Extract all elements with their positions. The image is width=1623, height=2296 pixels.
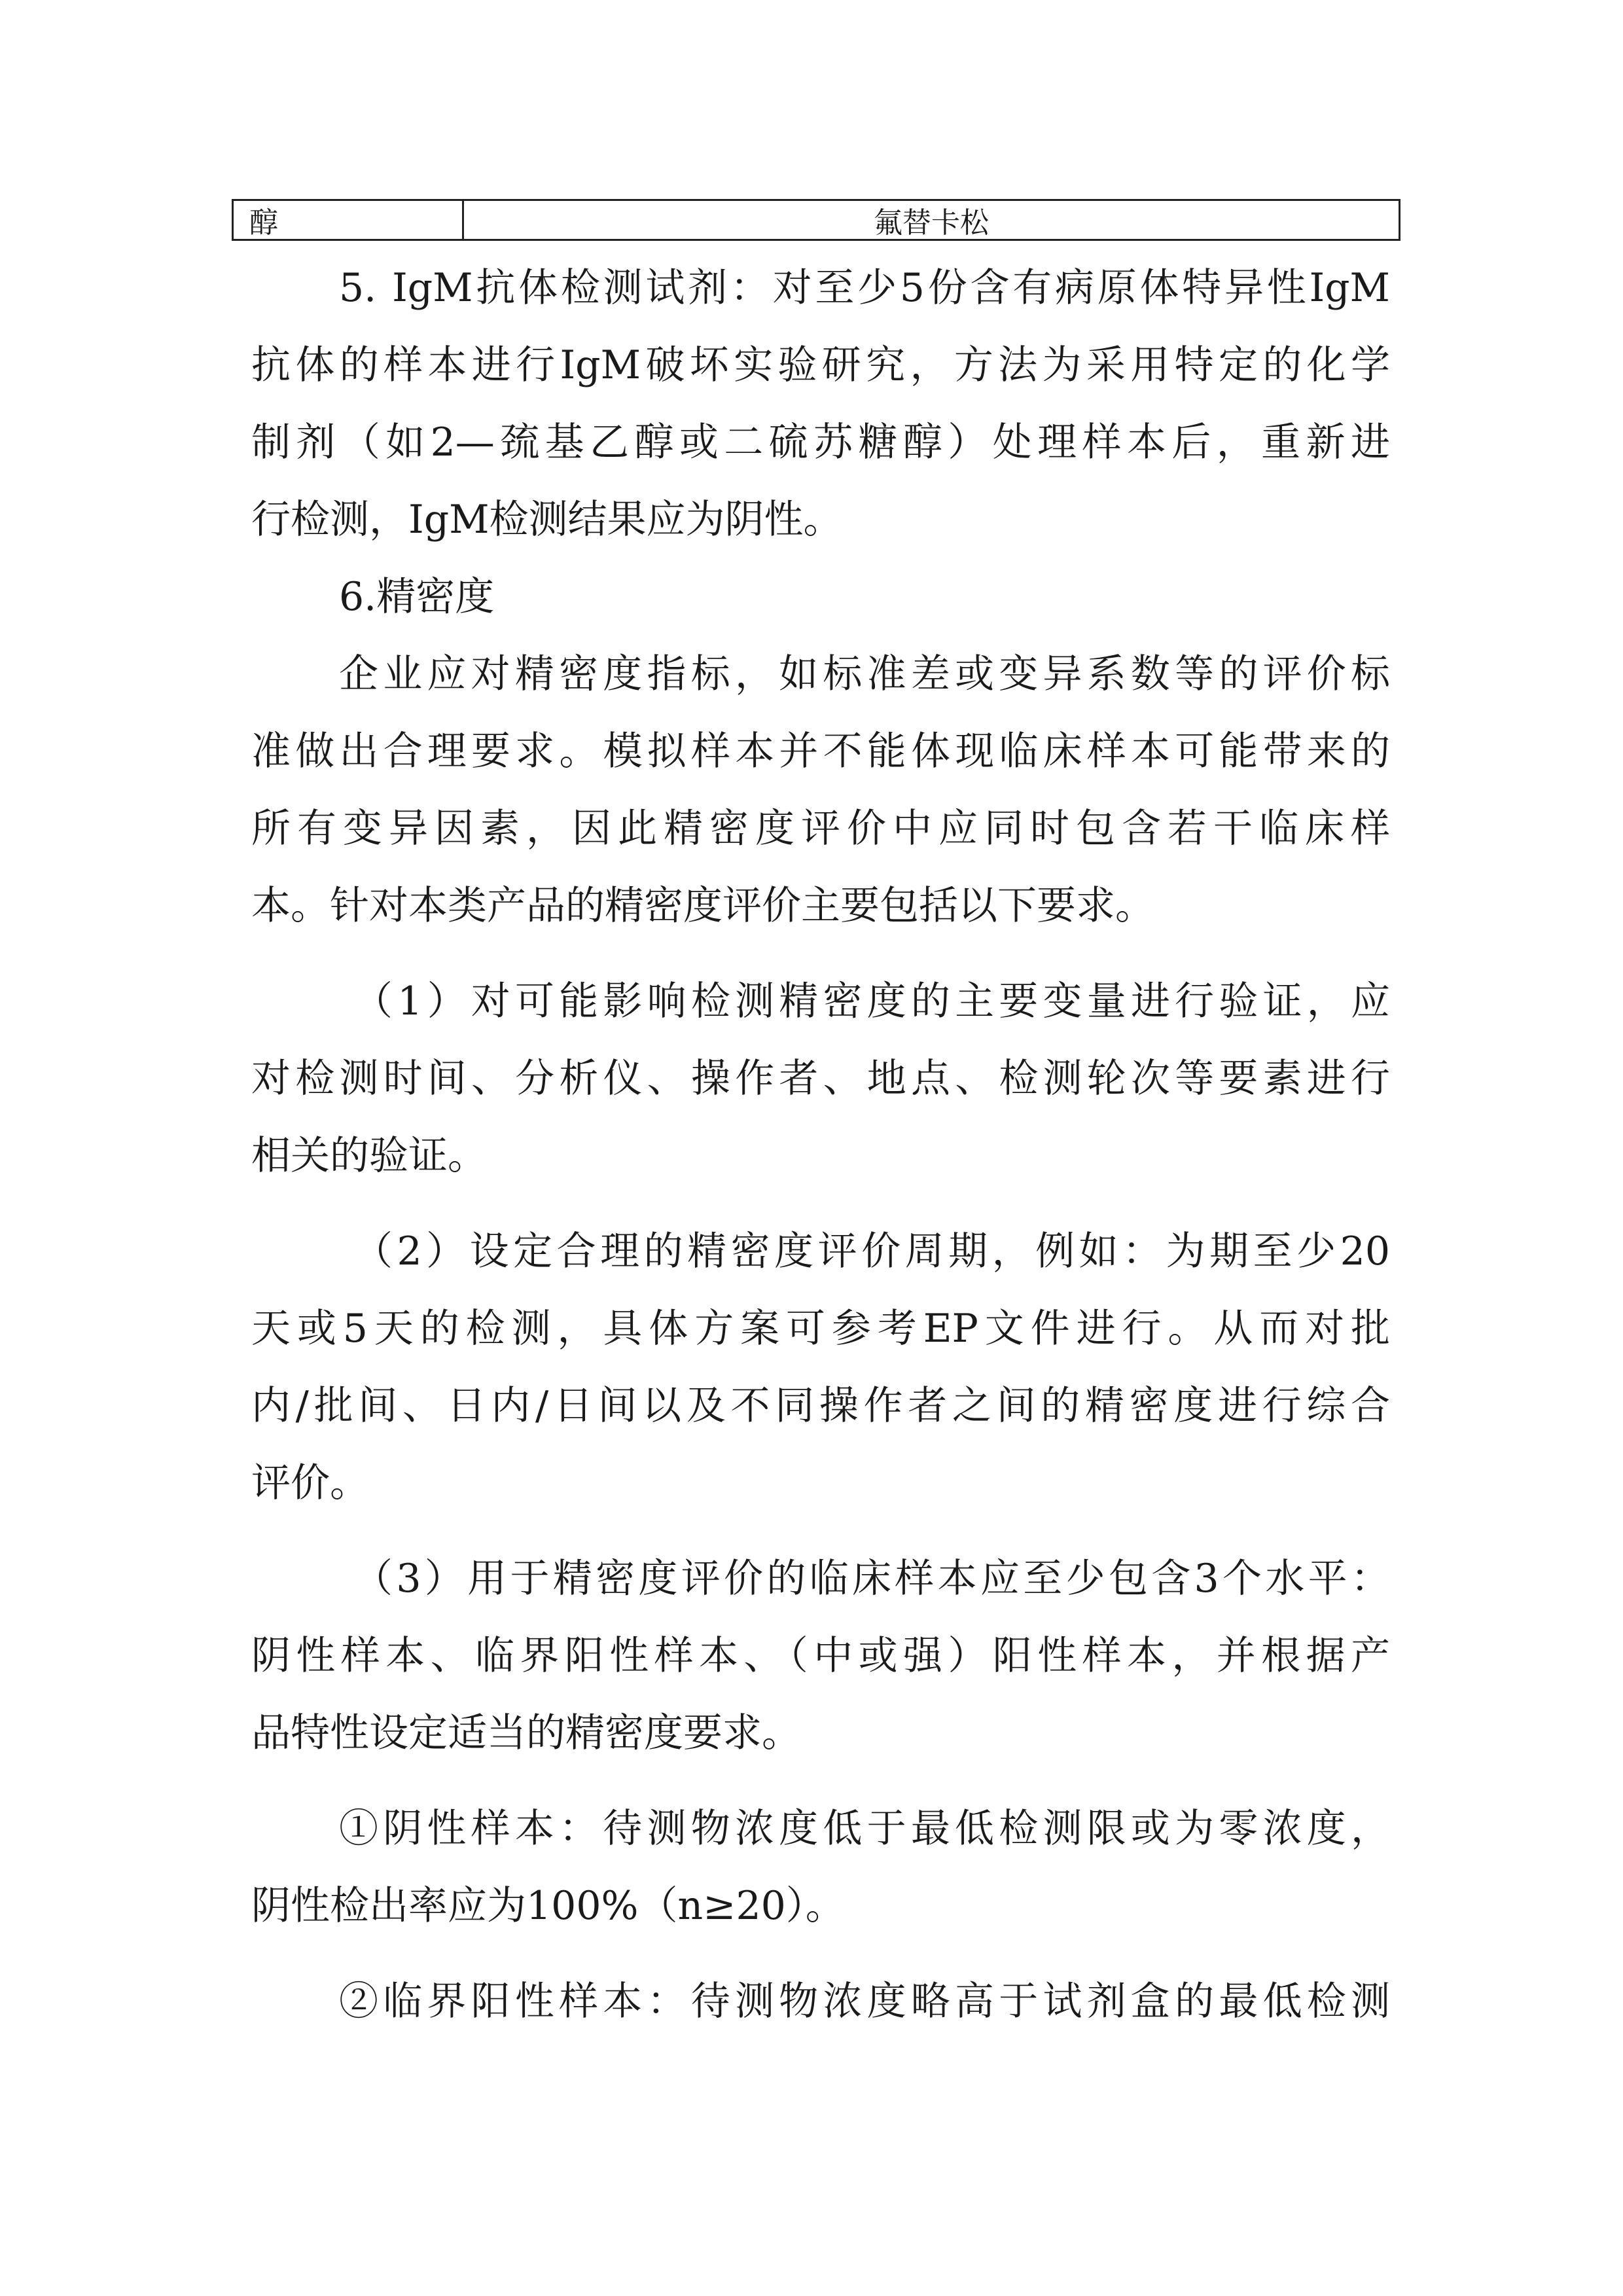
paragraph-line: 阴性样本、临界阳性样本、（中或强）阳性样本，并根据产 [251, 1633, 1390, 1679]
paragraph-line: ①阴性样本：待测物浓度低于最低检测限或为零浓度， [339, 1806, 1390, 1852]
paragraph-line: 准做出合理要求。模拟样本并不能体现临床样本可能带来的 [251, 728, 1390, 774]
paragraph-line: 所有变异因素，因此精密度评价中应同时包含若干临床样 [251, 806, 1390, 852]
paragraph-line: 5. IgM抗体检测试剂：对至少5份含有病原体特异性IgM [339, 265, 1390, 311]
paragraph-line: 对检测时间、分析仪、操作者、地点、检测轮次等要素进行 [251, 1056, 1390, 1102]
table-cell-left: 醇 [234, 201, 464, 239]
paragraph-line: 企业应对精密度指标，如标准差或变异系数等的评价标 [339, 651, 1390, 697]
paragraph-line: （1）对可能影响检测精密度的主要变量进行验证，应 [353, 978, 1390, 1024]
table-cell-right: 氟替卡松 [874, 206, 989, 240]
paragraph-line: 阴性检出率应为100%（n≥20）。 [251, 1883, 845, 1929]
paragraph-line: 内/批间、日内/日间以及不同操作者之间的精密度进行综合 [251, 1383, 1390, 1429]
paragraph-line: ②临界阳性样本：待测物浓度略高于试剂盒的最低检测 [339, 1979, 1390, 2024]
paragraph-line: （2）设定合理的精密度评价周期，例如：为期至少20 [353, 1229, 1390, 1274]
paragraph-line: 制剂（如2—巯基乙醇或二硫苏糖醇）处理样本后，重新进 [251, 420, 1390, 465]
paragraph-line: 相关的验证。 [251, 1133, 487, 1179]
paragraph-line: 本。针对本类产品的精密度评价主要包括以下要求。 [251, 883, 1154, 929]
paragraph-line: 天或5天的检测，具体方案可参考EP文件进行。从而对批 [251, 1306, 1390, 1352]
paragraph-line: （3）用于精密度评价的临床样本应至少包含3个水平： [353, 1556, 1390, 1602]
section-heading: 6.精密度 [339, 574, 495, 620]
paragraph-line: 品特性设定适当的精密度要求。 [251, 1710, 801, 1756]
paragraph-line: 抗体的样本进行IgM破坏实验研究，方法为采用特定的化学 [251, 342, 1390, 388]
reagent-table-row [232, 199, 1400, 241]
paragraph-line: 评价。 [251, 1460, 369, 1506]
paragraph-line: 行检测，IgM检测结果应为阴性。 [251, 497, 843, 543]
